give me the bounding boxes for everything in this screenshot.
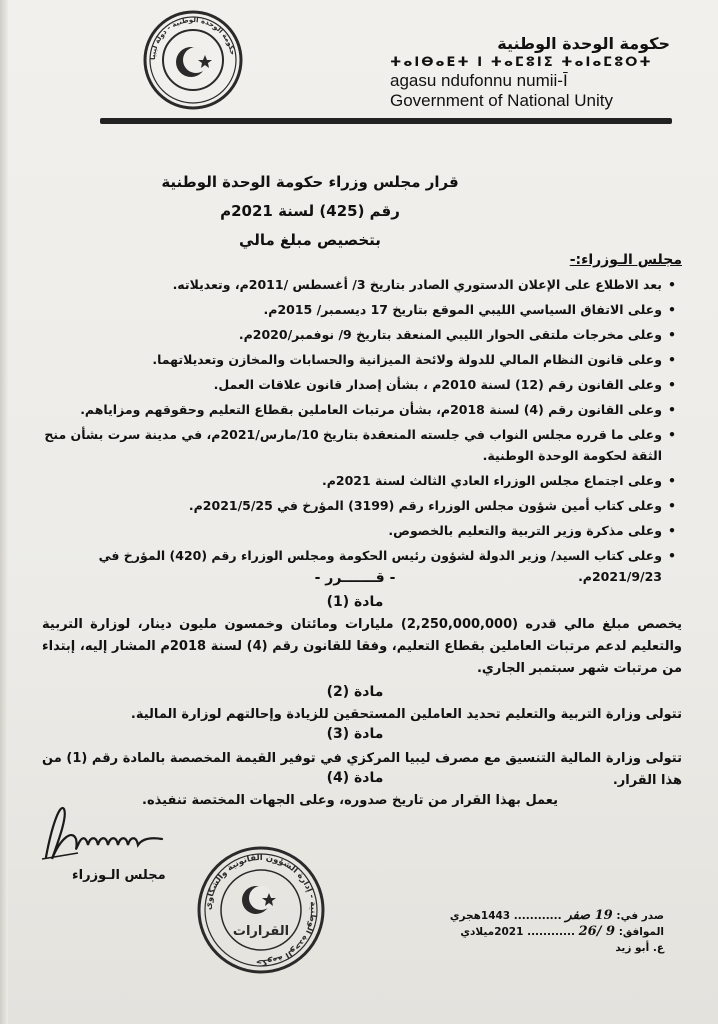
bullet-icon: •	[668, 473, 676, 488]
bullet-icon: •	[668, 327, 676, 342]
issue-gregorian-line: الموافق: 9 /26 ............ 2021ميلادي	[460, 924, 664, 939]
bullet-icon: •	[668, 352, 676, 367]
letterhead	[390, 34, 670, 111]
preamble-item: • وعلى مذكرة وزير التربية والتعليم بالخصوص.	[36, 520, 676, 541]
preamble-item: • وعلى مخرجات ملتقى الحوار الليبي المنعقد بتاريخ 9/ نوفمبر/2020م.	[36, 324, 676, 345]
issue-gregorian-date: 9 /26	[578, 924, 616, 939]
bullet-icon: •	[668, 377, 676, 392]
signature-scribble	[38, 795, 178, 875]
article-1-heading: مادة (1)	[326, 594, 384, 610]
issuer-initials: ع. أبو زيد	[615, 942, 664, 954]
seal-bottom-ring-text: حكومة الوحدة الوطنية - إدارة الشؤون القانونية والشكاوى	[203, 852, 319, 968]
article-3-heading: مادة (3)	[326, 726, 384, 742]
preamble-list	[36, 274, 676, 591]
bullet-icon: •	[668, 523, 676, 538]
issue-hijri-line: صدر في: 19 صفر ............ 1443هجري	[449, 908, 664, 923]
decision-title: قرار مجلس وزراء حكومة الوحدة الوطنية	[161, 173, 459, 191]
decision-subject: بتخصيص مبلغ مالي	[239, 231, 381, 249]
header-tifinagh: ⵜⴰⵏⴱⴰⴹⵜ ⵏ ⵜⴰⵎⵓⵏⵉ ⵜⴰⵏⴰⵎⵓⵔⵜ	[390, 55, 653, 70]
header-english: Government of National Unity	[390, 91, 613, 110]
preamble-item: • وعلى الاتفاق السياسي الليبي الموقع بتاريخ 17 ديسمبر/ 2015م.	[36, 299, 676, 320]
council-label: مجلس الـوزراء:-	[569, 252, 682, 268]
article-4-heading: مادة (4)	[326, 770, 384, 786]
preamble-item: • وعلى ما قرره مجلس النواب في جلسته المنعقدة بتاريخ 10/مارس/2021م، في مدينة سرت بشأن منح الثقة لحكومة الوحدة الوطنية.	[36, 424, 676, 466]
bullet-icon: •	[668, 402, 676, 417]
bullet-icon: •	[668, 277, 676, 292]
bullet-icon: •	[668, 427, 676, 442]
decided-label: - قـــــــرر -	[314, 570, 396, 586]
article-3-text: تتولى وزارة المالية التنسيق مع مصرف ليبيا المركزي في توفير القيمة المخصصة بالمادة رقم (1) من هذا القرار.	[42, 751, 682, 788]
header-arabic: حكومة الوحدة الوطنية	[497, 34, 670, 53]
bullet-icon: •	[668, 302, 676, 317]
preamble-item: • وعلى اجتماع مجلس الوزراء العادي الثالث لسنة 2021م.	[36, 470, 676, 491]
signature-label: مجلس الـوزراء	[72, 868, 166, 883]
article-1-text: يخصص مبلغ مالي قدره (2,250,000,000) مليارات ومائتان وخمسون مليون دينار، لوزارة التربية والتعليم لدعم مرتبات العاملين بقطاع التعليم، وفقا للقانون رقم (4) لسنة 2018م المشار إليه، إبتداء من مرتبات شهر سبتمبر الجاري.	[42, 617, 682, 676]
seal-bottom-center-text: القرارات	[232, 924, 290, 939]
preamble-item: • بعد الاطلاع على الإعلان الدستوري الصادر بتاريخ 3/ أغسطس /2011م، وتعديلاته.	[36, 274, 676, 295]
seal-top-ring-text: حكومة الوحدة الوطنية - دولة ليبيا	[148, 15, 237, 61]
preamble-item: • وعلى القانون رقم (4) لسنة 2018م، بشأن مرتبات العاملين بقطاع التعليم وحقوقهم ومزاياهم.	[36, 399, 676, 420]
decisions-seal-bottom	[196, 845, 326, 975]
issue-hijri-date: 19 صفر	[565, 908, 613, 923]
issue-date-block	[432, 908, 664, 956]
bullet-icon: •	[668, 498, 676, 513]
page-shadow	[0, 0, 8, 1024]
header-tamazight-latin: agasu ndufonnu numii-Ī	[390, 71, 568, 90]
preamble-item: • وعلى قانون النظام المالي للدولة ولائحة الميزانية والحسابات والمخازن وتعديلاتهما.	[36, 349, 676, 370]
article-2-text: تتولى وزارة التربية والتعليم تحديد العاملين المستحقين للزيادة وإحالتهم لوزارة المالية.	[130, 707, 682, 722]
bullet-icon: •	[668, 548, 676, 563]
article-4-text: يعمل بهذا القرار من تاريخ صدوره، وعلى الجهات المختصة تنفيذه.	[142, 793, 558, 808]
preamble-item: • وعلى كتاب السيد/ وزير الدولة لشؤون رئيس الحكومة ومجلس الوزراء رقم (420) المؤرخ في 2021/9/23م.	[36, 545, 676, 587]
decision-title-block	[150, 168, 470, 255]
header-divider	[100, 118, 672, 124]
preamble-item: • وعلى القانون رقم (12) لسنة 2010م ، بشأن إصدار قانون علاقات العمل.	[36, 374, 676, 395]
preamble-item: • وعلى كتاب أمين شؤون مجلس الوزراء رقم (3199) المؤرخ في 2021/5/25م.	[36, 495, 676, 516]
government-seal-top	[143, 10, 243, 110]
article-2-heading: مادة (2)	[326, 684, 384, 700]
decision-number: رقم (425) لسنة 2021م	[220, 202, 400, 220]
